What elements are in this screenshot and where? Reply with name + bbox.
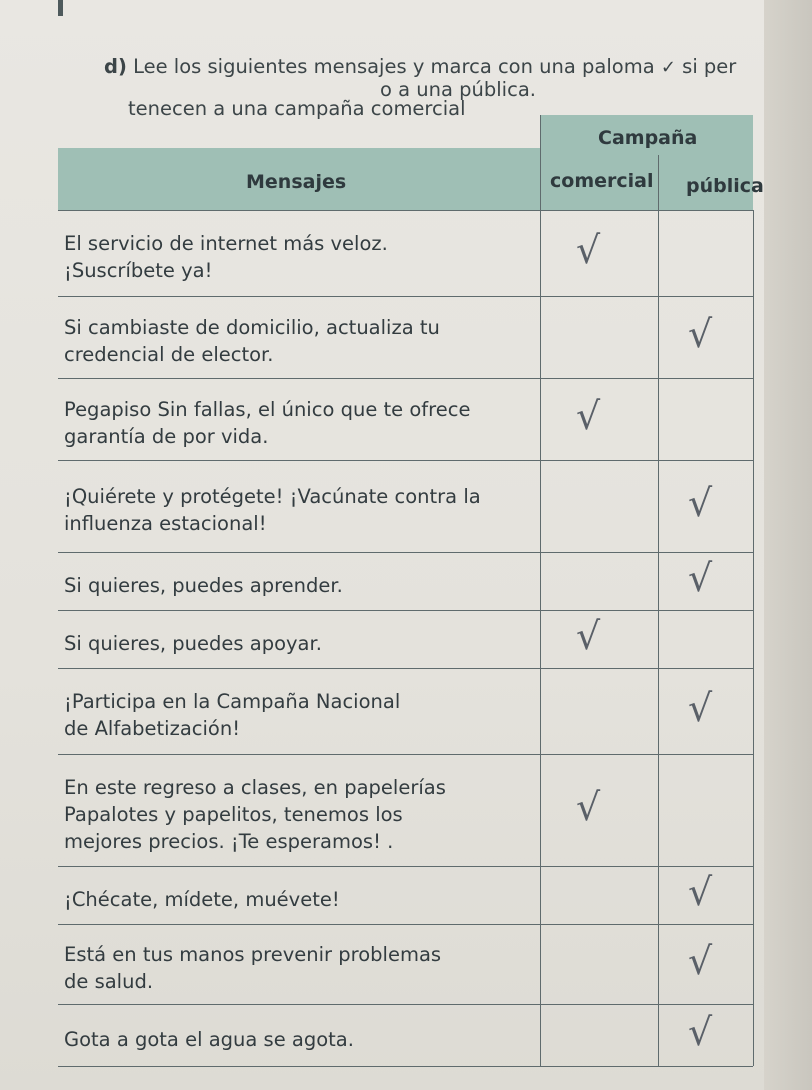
check-publica-icon[interactable]: √ bbox=[688, 481, 713, 525]
message-text: de salud. bbox=[64, 970, 154, 993]
message-text: de Alfabetización! bbox=[64, 717, 241, 740]
table-row bbox=[58, 866, 753, 924]
instruction-text: Lee los siguientes mensajes y marca con una paloma bbox=[133, 55, 655, 78]
check-publica-icon[interactable]: √ bbox=[688, 1010, 713, 1054]
table-row bbox=[58, 210, 753, 296]
page-margin-bar bbox=[58, 0, 63, 16]
check-comercial-icon[interactable]: √ bbox=[576, 228, 601, 272]
message-text: Papalotes y papelitos, tenemos los bbox=[64, 803, 403, 826]
exercise-letter: d) bbox=[104, 55, 127, 78]
message-text: credencial de elector. bbox=[64, 343, 274, 366]
table-row bbox=[58, 378, 753, 460]
check-icon: ✓ bbox=[660, 57, 676, 78]
message-text: Si quieres, puedes apoyar. bbox=[64, 632, 322, 655]
table-row bbox=[58, 924, 753, 1004]
message-text: Si quieres, puedes aprender. bbox=[64, 574, 343, 597]
check-publica-icon[interactable]: √ bbox=[688, 870, 713, 914]
check-publica-icon[interactable]: √ bbox=[688, 686, 713, 730]
message-table bbox=[58, 97, 764, 1065]
check-comercial-icon[interactable]: √ bbox=[576, 614, 601, 658]
message-text: Si cambiaste de domicilio, actualiza tu bbox=[64, 316, 440, 339]
check-publica-icon[interactable]: √ bbox=[688, 556, 713, 600]
comercial-header: comercial bbox=[550, 170, 654, 192]
check-comercial-icon[interactable]: √ bbox=[576, 394, 601, 438]
message-text: influenza estacional! bbox=[64, 512, 267, 535]
message-text: mejores precios. ¡Te esperamos! . bbox=[64, 830, 394, 853]
message-text: El servicio de internet más veloz. bbox=[64, 232, 388, 255]
message-text: ¡Participa en la Campaña Nacional bbox=[64, 690, 401, 713]
table-row bbox=[58, 1004, 753, 1066]
check-publica-icon[interactable]: √ bbox=[688, 312, 713, 356]
table-row bbox=[58, 460, 753, 552]
table-row bbox=[58, 296, 753, 378]
check-comercial-icon[interactable]: √ bbox=[576, 785, 601, 829]
message-text: Está en tus manos prevenir problemas bbox=[64, 943, 442, 966]
message-text: En este regreso a clases, en papelerías bbox=[64, 776, 446, 799]
table-row bbox=[58, 754, 753, 866]
table-rule bbox=[658, 155, 659, 210]
message-text: Pegapiso Sin fallas, el único que te ofrece bbox=[64, 398, 471, 421]
campana-header: Campaña bbox=[598, 127, 698, 149]
message-text: ¡Chécate, mídete, muévete! bbox=[64, 888, 340, 911]
table-row bbox=[58, 552, 753, 610]
check-publica-icon[interactable]: √ bbox=[688, 939, 713, 983]
table-rule bbox=[540, 115, 541, 210]
message-text: ¡Quiérete y protégete! ¡Vacúnate contra la bbox=[64, 485, 481, 508]
instruction-line-2-text: o a una pública. bbox=[380, 78, 536, 101]
table-row bbox=[58, 610, 753, 668]
message-text: garantía de por vida. bbox=[64, 425, 269, 448]
instruction-line-3: tenecen a una campaña comercial bbox=[128, 97, 466, 120]
message-text: ¡Suscríbete ya! bbox=[64, 259, 213, 282]
table-rule bbox=[753, 210, 754, 1066]
table-rule bbox=[58, 1066, 753, 1067]
mensajes-header: Mensajes bbox=[246, 171, 347, 193]
publica-header: pública bbox=[686, 175, 764, 197]
page-edge bbox=[764, 0, 812, 1090]
instruction-end: si per bbox=[682, 55, 737, 78]
table-row bbox=[58, 668, 753, 754]
message-text: Gota a gota el agua se agota. bbox=[64, 1028, 354, 1051]
